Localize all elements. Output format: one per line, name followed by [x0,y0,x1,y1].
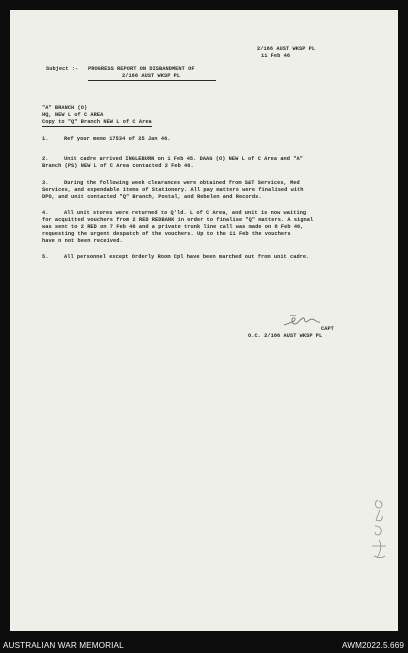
pencil-annotation [366,496,394,566]
subject-line-1: PROGRESS REPORT ON DISBANDMENT OF [88,66,195,72]
paragraph-2-line-1: Unit cadre arrived INGLEBURN on 1 Feb 45. DAAG (O) NEW L of C Area and "A" [64,156,303,162]
paragraph-5-number: 5. [42,254,49,260]
footer-institution: AUSTRALIAN WAR MEMORIAL [3,641,124,650]
paragraph-1-number: 1. [42,136,49,142]
paragraph-2-number: 2. [42,156,49,162]
paragraph-2 [42,156,303,170]
paragraph-4-line-5: have n not been received. [42,238,123,244]
paragraph-2-line-2: Branch (PS) NEW L of C Area contacted 2 Feb 46. [42,163,194,169]
paragraph-4-number: 4. [42,210,49,216]
header-unit: 2/166 AUST WKSP PL [257,46,316,52]
paragraph-3-line-1: During the following week clearances were obtained from S&T Services, Med [64,180,300,186]
document-sheet [10,10,398,631]
signoff-rank: CAPT [321,326,334,332]
footer-accession-number: AWM2022.5.669 [342,641,404,650]
paragraph-3-line-3: DPO, and unit contacted "Q" Branch, Postal, and Rebelen and Records. [42,194,262,200]
paragraph-4-line-3: was sent to 2 RED on 7 Feb 46 and a private trunk line call was made on 8 Feb 46, [42,224,304,230]
addressee-line-1: "A" BRANCH (O) [42,105,88,111]
paragraph-4-line-4: requesting the urgent despatch of the vouchers. Up to the 11 Feb the vouchers [42,231,291,237]
signoff-title: O.C. 2/166 AUST WKSP PL [248,333,323,339]
paragraph-3 [42,180,304,201]
paragraph-3-number: 3. [42,180,49,186]
subject-prefix: Subject :- [46,66,79,72]
paragraph-1-line-1: Ref your memo 17534 of 25 Jan 46. [64,136,171,142]
addressee-line-3: Copy to "Q" Branch NEW L of C Area [42,119,152,125]
paragraph-3-line-2: Services, and expendable items of Stationery. All pay matters were finalised with [42,187,304,193]
subject-line-2-text: 2/166 AUST WKSP PL [122,73,181,79]
paragraph-4 [42,210,313,245]
paragraph-4-line-1: All unit stores were returned to Q'ld. L of C Area, and unit is now waiting [64,210,307,216]
paragraph-5-line-1: All personnel except Orderly Room Cpl have been marched out from unit cadre. [64,254,310,260]
paragraph-1 [42,136,171,143]
header-date: 11 Feb 46 [261,53,291,59]
addressee-line-2: HQ, NEW L of C AREA [42,112,104,118]
paragraph-5 [42,254,309,261]
paragraph-4-line-2: for acquitted vouchers from 2 RED REDBANK in order to finalise "Q" matters. A signal [42,217,314,223]
subject-line-2 [88,73,216,81]
